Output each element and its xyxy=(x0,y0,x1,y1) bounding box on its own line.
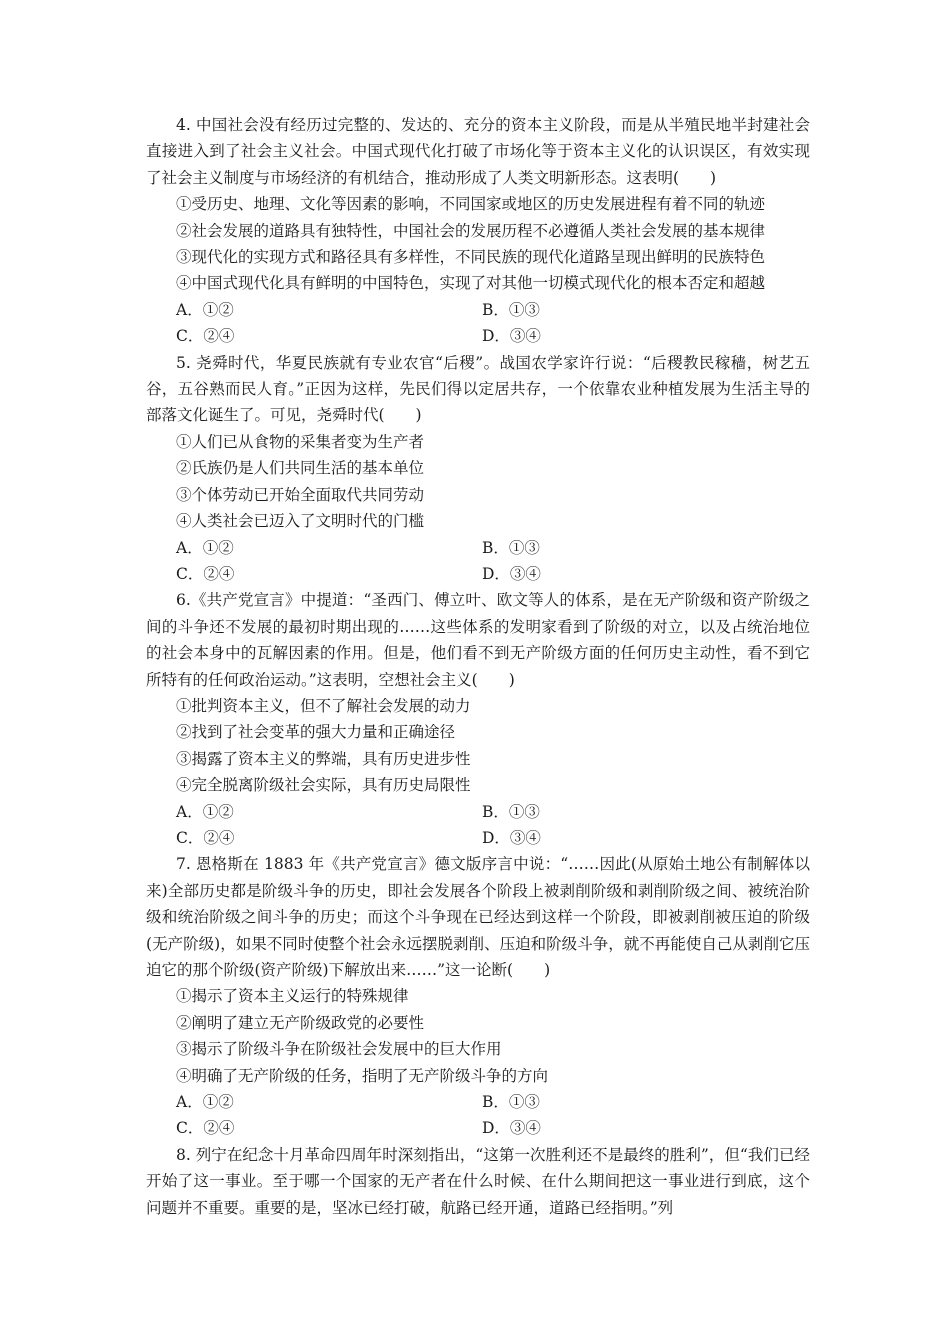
option-b: B．①③ xyxy=(482,300,540,319)
statement-2: ②找到了社会变革的强大力量和正确途径 xyxy=(176,723,456,742)
options-row xyxy=(146,323,810,349)
statement-4: ④明确了无产阶级的任务，指明了无产阶级斗争的方向 xyxy=(176,1066,549,1085)
options-row xyxy=(146,297,810,323)
option-c: C．②④ xyxy=(176,564,235,583)
options-row xyxy=(146,1089,810,1115)
question-8 xyxy=(146,1142,810,1221)
statement-3: ③揭示了阶级斗争在阶级社会发展中的巨大作用 xyxy=(176,1040,502,1059)
option-a: A．①② xyxy=(176,1093,234,1112)
statement-1: ①批判资本主义，但不了解社会发展的动力 xyxy=(176,696,471,715)
question-stem: 5. 尧舜时代，华夏民族就有专业农官“后稷”。战国农学家许行说：“后稷教民稼穑，树艺五谷，五谷熟而民人育。”正因为这样，先民们得以定居共存，一个依靠农业种植发展为生活主导的部落文化诞生了。可见，尧舜时代( ) xyxy=(146,353,810,425)
statement-3: ③个体劳动已开始全面取代共同劳动 xyxy=(176,485,425,504)
option-d: D．③④ xyxy=(482,828,541,847)
exam-page xyxy=(146,112,810,1221)
statement-3: ③现代化的实现方式和路径具有多样性，不同民族的现代化道路呈现出鲜明的民族特色 xyxy=(176,248,766,267)
option-b: B．①③ xyxy=(482,802,540,821)
options-row xyxy=(146,825,810,851)
statement-2: ②社会发展的道路具有独特性，中国社会的发展历程不必遵循人类社会发展的基本规律 xyxy=(176,221,766,240)
question-stem: 8. 列宁在纪念十月革命四周年时深刻指出，“这第一次胜利还不是最终的胜利”，但“我们已经开始了这一事业。至于哪一个国家的无产者在什么时候、在什么期间把这一事业进行到底，这个问题并不重要。重要的是，坚冰已经打破，航路已经开通，道路已经指明。”列 xyxy=(146,1145,810,1217)
option-d: D．③④ xyxy=(482,327,541,346)
question-stem: 6.《共产党宣言》中提道：“圣西门、傅立叶、欧文等人的体系，是在无产阶级和资产阶级之间的斗争还不发展的最初时期出现的……这些体系的发明家看到了阶级的对立，以及占统治地位的社会本身中的瓦解因素的作用。但是，他们看不到无产阶级方面的任何历史主动性，看不到它所特有的任何政治运动。”这表明，空想社会主义( ) xyxy=(146,591,810,689)
option-d: D．③④ xyxy=(482,564,541,583)
option-c: C．②④ xyxy=(176,327,235,346)
statement-2: ②氏族仍是人们共同生活的基本单位 xyxy=(176,459,425,478)
statement-1: ①受历史、地理、文化等因素的影响，不同国家或地区的历史发展进程有着不同的轨迹 xyxy=(176,195,766,214)
option-c: C．②④ xyxy=(176,1119,235,1138)
options-row xyxy=(146,1115,810,1141)
statement-4: ④中国式现代化具有鲜明的中国特色，实现了对其他一切模式现代化的根本否定和超越 xyxy=(176,274,766,293)
options-row xyxy=(146,561,810,587)
option-b: B．①③ xyxy=(482,1093,540,1112)
option-a: A．①② xyxy=(176,538,234,557)
statement-4: ④完全脱离阶级社会实际，具有历史局限性 xyxy=(176,776,471,795)
option-a: A．①② xyxy=(176,300,234,319)
question-stem: 4. 中国社会没有经历过完整的、发达的、充分的资本主义阶段，而是从半殖民地半封建社会直接进入到了社会主义社会。中国式现代化打破了市场化等于资本主义化的认识误区，有效实现了社会主义制度与市场经济的有机结合，推动形成了人类文明新形态。这表明( ) xyxy=(146,116,810,187)
question-5 xyxy=(146,350,810,588)
option-b: B．①③ xyxy=(482,538,540,557)
statement-1: ①揭示了资本主义运行的特殊规律 xyxy=(176,987,409,1006)
statement-1: ①人们已从食物的采集者变为生产者 xyxy=(176,432,425,451)
statement-3: ③揭露了资本主义的弊端，具有历史进步性 xyxy=(176,749,471,768)
question-4 xyxy=(146,112,810,350)
options-row xyxy=(146,799,810,825)
option-d: D．③④ xyxy=(482,1119,541,1138)
options-row xyxy=(146,535,810,561)
statement-4: ④人类社会已迈入了文明时代的门槛 xyxy=(176,512,425,531)
statement-2: ②阐明了建立无产阶级政党的必要性 xyxy=(176,1013,425,1032)
option-c: C．②④ xyxy=(176,828,235,847)
option-a: A．①② xyxy=(176,802,234,821)
question-7 xyxy=(146,851,810,1141)
question-stem: 7. 恩格斯在 1883 年《共产党宣言》德文版序言中说：“……因此(从原始土地公有制解体以来)全部历史都是阶级斗争的历史，即社会发展各个阶段上被剥削阶级和剥削阶级之间、被统治阶级和统治阶级之间斗争的历史；而这个斗争现在已经达到这样一个阶段，即被剥削被压迫的阶级(无产阶级)，如果不同时使整个社会永远摆脱剥削、压迫和阶级斗争，就不再能使自己从剥削它压迫它的那个阶级(资产阶级)下解放出来……”这一论断( ) xyxy=(146,855,810,979)
question-6 xyxy=(146,587,810,851)
